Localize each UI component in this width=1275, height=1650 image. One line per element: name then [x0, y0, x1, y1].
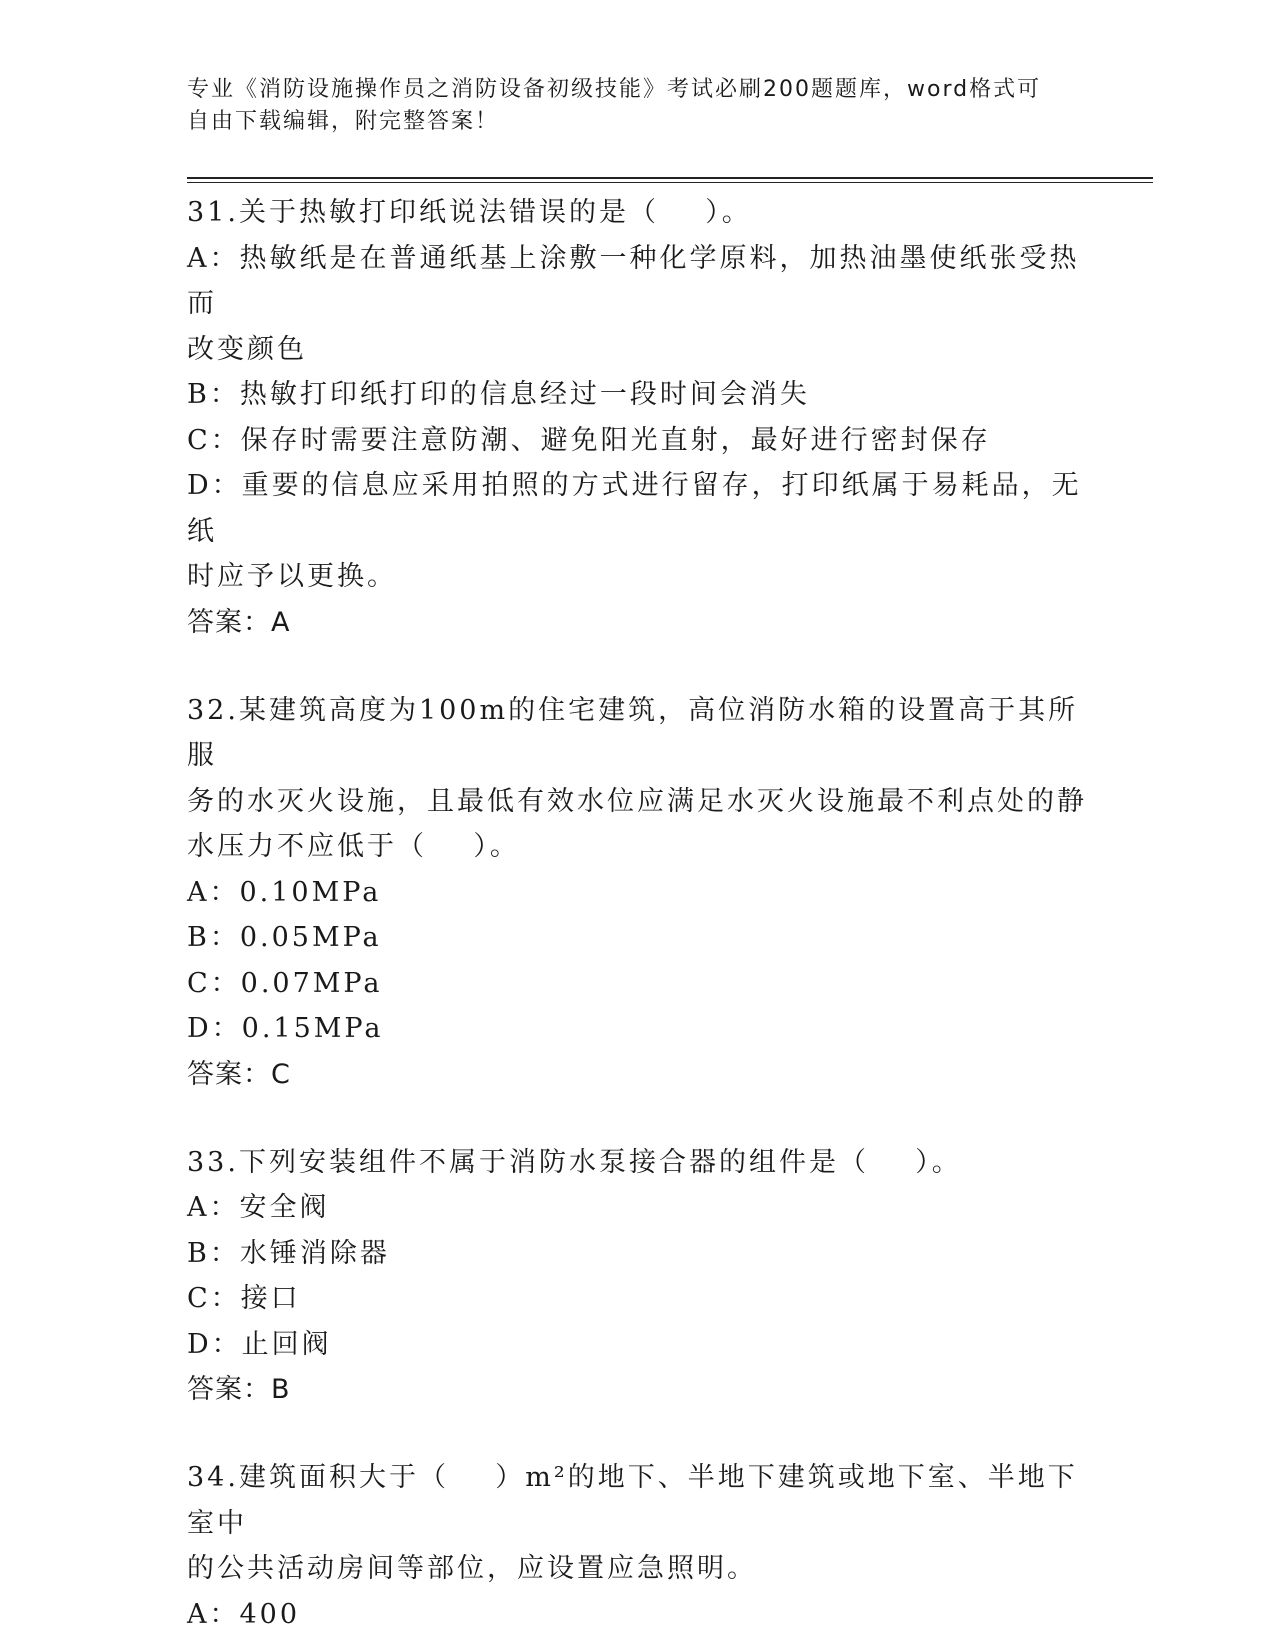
question-stem-line: 的公共活动房间等部位，应设置应急照明。	[187, 1553, 757, 1584]
question-spacer	[187, 1098, 1087, 1140]
option-line: D：止回阀	[187, 1328, 332, 1360]
question-stem-line: 务的水灭火设施，且最低有效水位应满足水灭火设施最不利点处的静	[187, 785, 1087, 817]
answer-label: 答案：A	[187, 606, 291, 638]
option-line: A：安全阀	[187, 1192, 330, 1223]
question-stem-line: 34.建筑面积大于（ ）m²的地下、半地下建筑或地下室、半地下室中	[187, 1462, 1078, 1539]
option-line: 时应予以更换。	[187, 561, 397, 592]
header-line-2: 自由下载编辑，附完整答案！	[187, 109, 500, 134]
document-header	[187, 74, 1087, 138]
option-line: A：400	[187, 1598, 301, 1630]
answer-label: 答案：B	[187, 1374, 291, 1405]
question-item	[187, 1455, 1087, 1637]
option-line: C：保存时需要注意防潮、避免阳光直射，最好进行密封保存	[187, 424, 991, 456]
answer-label: 答案：C	[187, 1058, 291, 1090]
option-line: A：0.10MPa	[187, 876, 382, 908]
option-line: B：热敏打印纸打印的信息经过一段时间会消失	[187, 379, 810, 410]
option-line: B：0.05MPa	[187, 922, 382, 953]
question-stem-line: 33.下列安装组件不属于消防水泵接合器的组件是（ ）。	[187, 1146, 962, 1178]
question-spacer	[187, 1413, 1087, 1455]
option-line: C：接口	[187, 1283, 301, 1314]
option-line: A：热敏纸是在普通纸基上涂敷一种化学原料，加热油墨使纸张受热而	[187, 242, 1080, 319]
question-spacer	[187, 646, 1087, 688]
question-item	[187, 688, 1087, 1098]
option-line: D：重要的信息应采用拍照的方式进行留存，打印纸属于易耗品，无纸	[187, 470, 1082, 547]
option-line: B：水锤消除器	[187, 1237, 390, 1269]
header-line-1: 专业《消防设施操作员之消防设备初级技能》考试必刷200题题库，word格式可	[187, 77, 1042, 102]
option-line: 改变颜色	[187, 333, 307, 365]
header-divider-thin	[187, 182, 1153, 183]
question-stem-line: 水压力不应低于（ ）。	[187, 831, 520, 862]
question-list	[187, 190, 1087, 1637]
question-stem-line: 32.某建筑高度为100m的住宅建筑，高位消防水箱的设置高于其所服	[187, 694, 1079, 771]
option-line: D：0.15MPa	[187, 1013, 384, 1044]
question-item	[187, 190, 1087, 646]
header-divider-thick	[187, 177, 1153, 179]
option-line: C：0.07MPa	[187, 967, 383, 999]
question-item	[187, 1140, 1087, 1414]
question-stem-line: 31.关于热敏打印纸说法错误的是（ ）。	[187, 197, 752, 228]
